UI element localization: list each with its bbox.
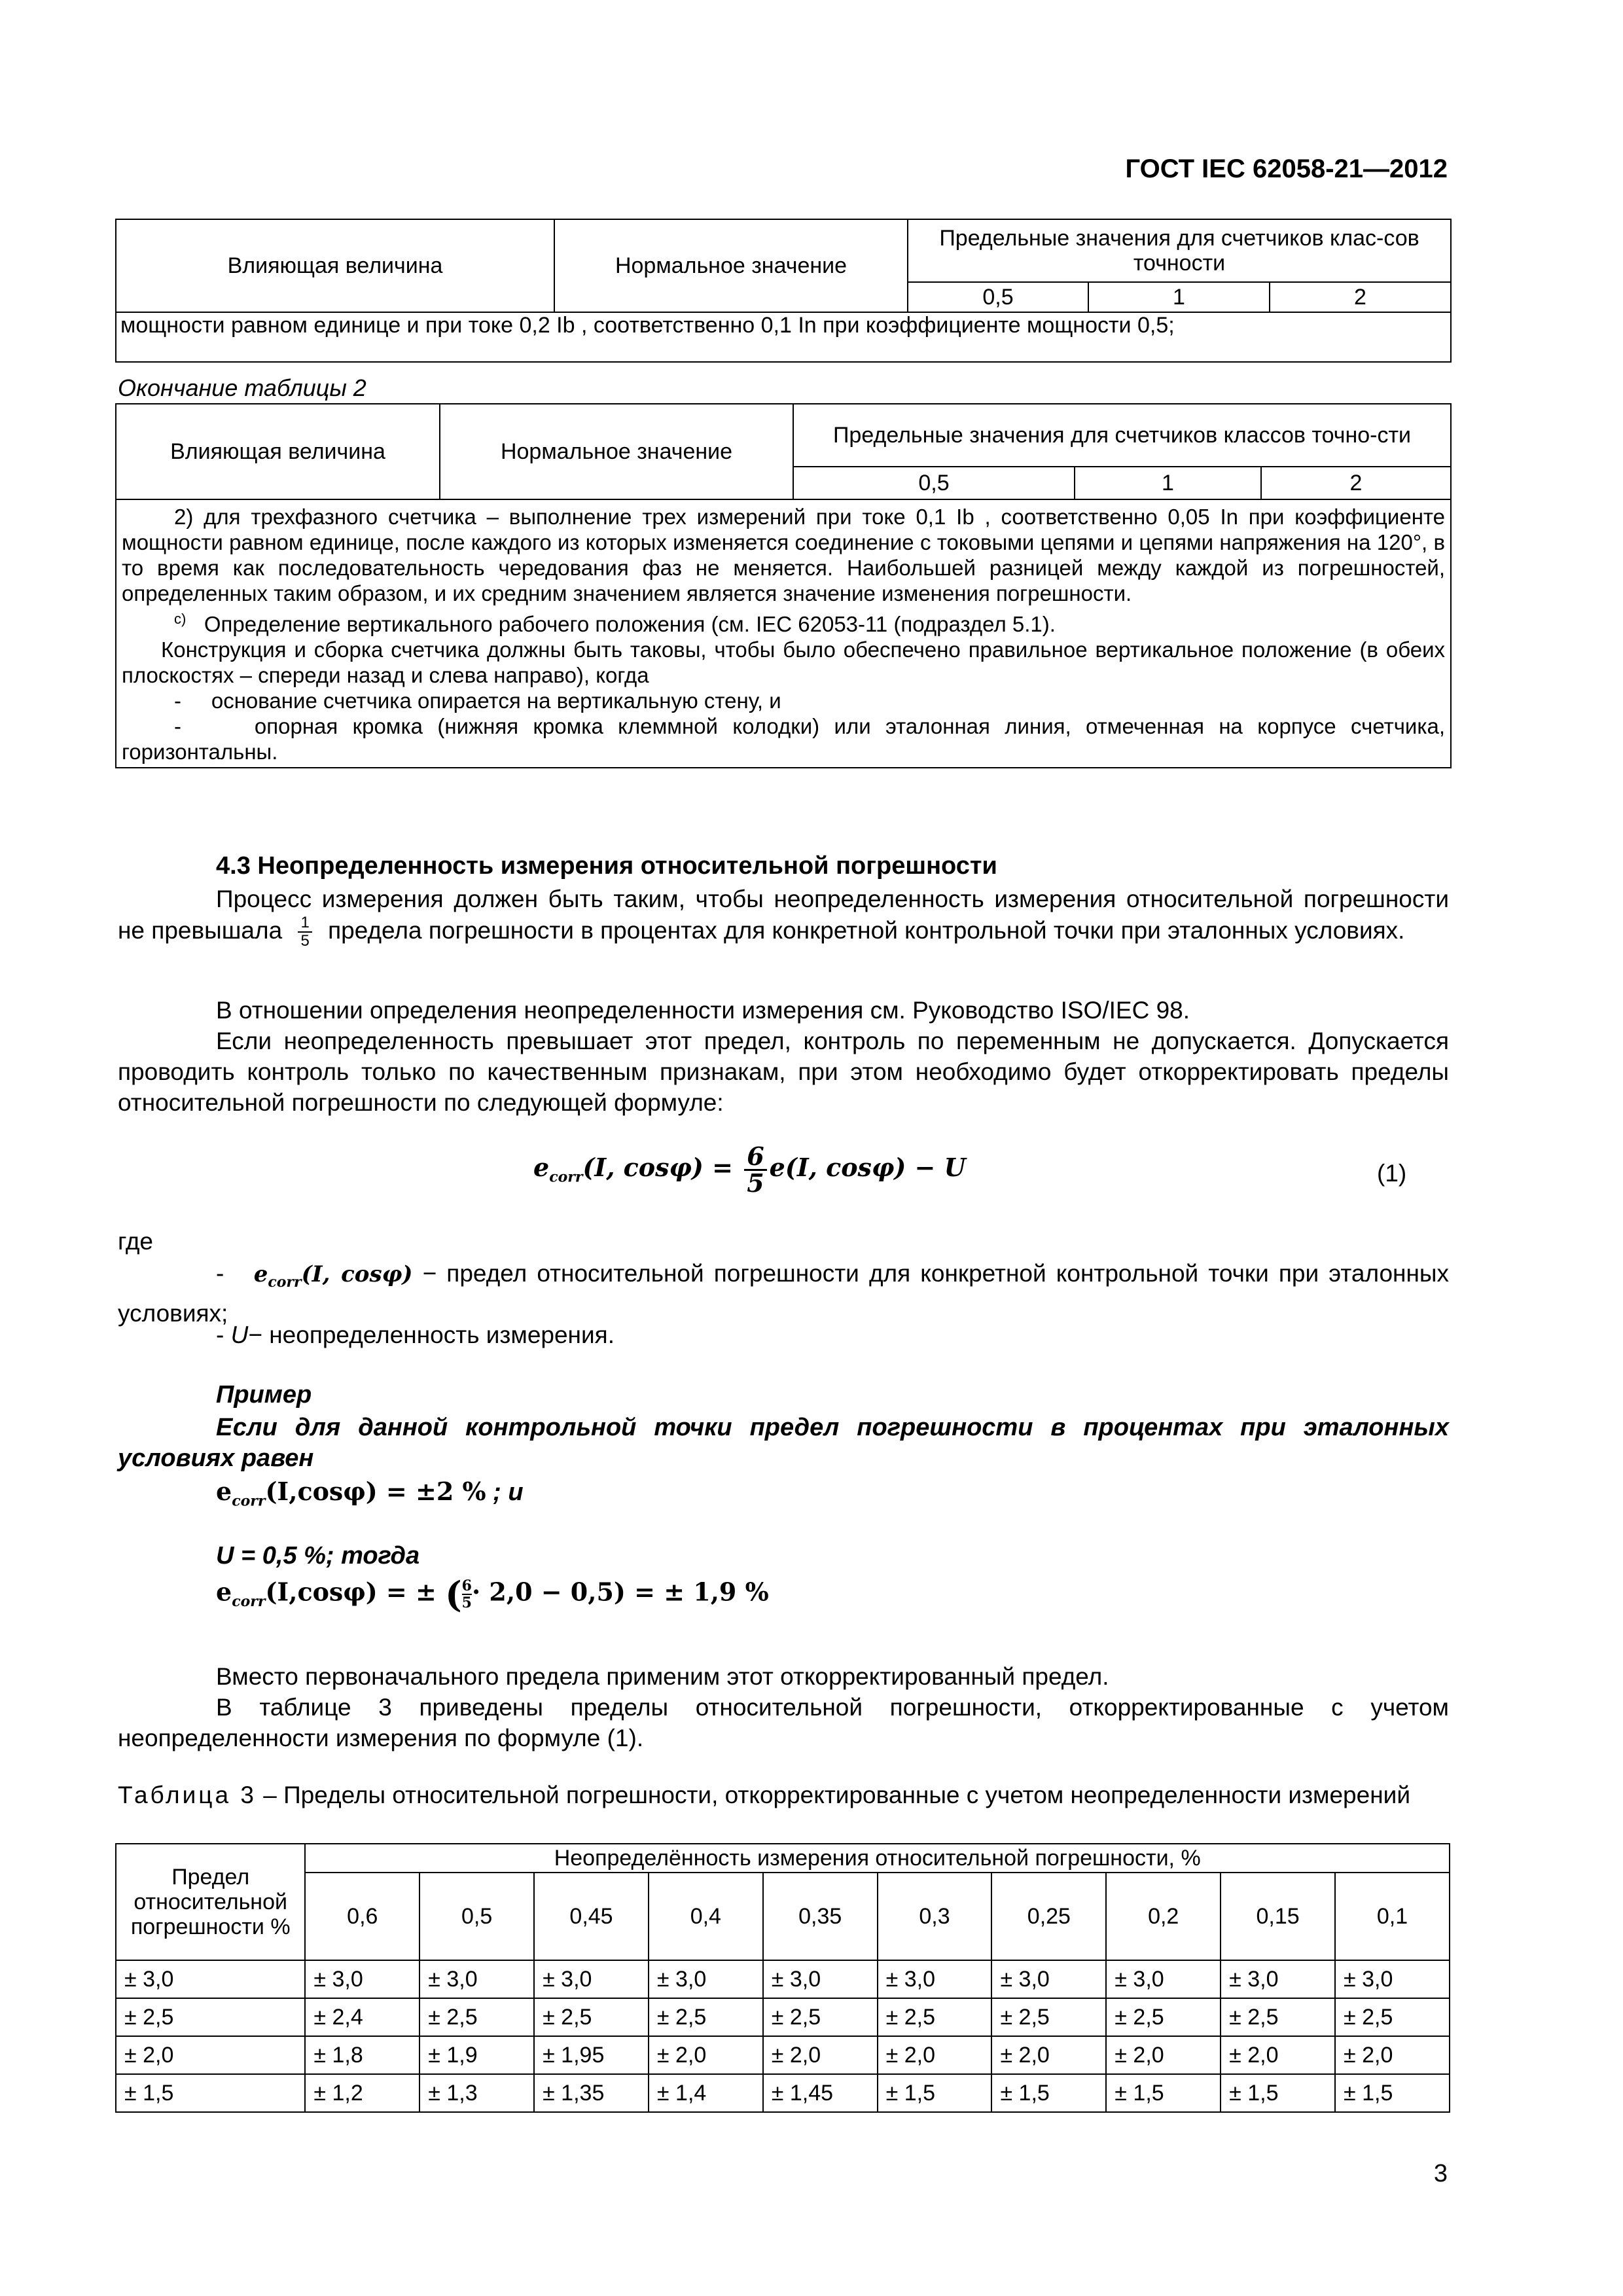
formula-subscript: corr [232,1492,266,1510]
note-c [122,606,1445,637]
note-c-mark: c) [174,611,187,627]
page-number: 3 [1433,2160,1448,2187]
definition-subscript: corr [268,1273,302,1291]
definition-text: − предел относительной погрешности для конкретной контрольной точки при эталонных условиях; [118,1260,1449,1327]
definition-args: (I, cosφ) [301,1261,413,1287]
paragraph-exceed: Если неопределенность превышает этот предел, контроль по переменным не допускается. Допускается проводить контроль только по качественным признакам, при этом необходимо будет откорректировать пределы относительной погрешности по следующей формуле: [118,1028,1449,1116]
table-row [116,1998,1450,2036]
uncertainty-header: 0,1 [1335,1873,1450,1960]
limit-cell: ± 1,5 [116,2074,305,2112]
formula-rest: · 2,0 − 0,5) = ± 1,9 % [471,1577,769,1607]
uncertainty-header: 0,35 [763,1873,878,1960]
col-header-limits: Предельные значения для счетчиков клас-сов точности [908,219,1451,282]
bullet-item [122,713,1445,764]
paragraph-process [118,884,1449,950]
definition-u [216,1319,1449,1350]
formula-fraction [744,1141,766,1198]
formula-rest: (I,cosφ) = ±2 % [265,1477,486,1506]
corrected-limit-cell: ± 2,0 [1106,2036,1221,2074]
definition-text: − неопределенность измерения. [248,1321,615,1348]
corrected-limit-cell: ± 3,0 [878,1960,992,1998]
class-header: 0,5 [908,282,1088,312]
corrected-limit-cell: ± 2,0 [763,2036,878,2074]
table2 [115,403,1452,768]
uncertainty-header: 0,15 [1221,1873,1335,1960]
class-header: 0,5 [793,467,1075,499]
corrected-limit-cell: ± 3,0 [1221,1960,1335,1998]
uncertainty-header: 0,45 [534,1873,649,1960]
corrected-limit-cell: ± 2,0 [1335,2036,1450,2074]
formula-symbol: e [216,1477,232,1506]
bullet-text: опорная кромка (нижняя кромка клеммной колодки) или эталонная линия, отмеченная на корпусе счетчика, горизонтальны. [122,714,1446,764]
table3-caption-text: – Пределы относительной погрешности, откорректированные с учетом неопределенности измерений [256,1782,1410,1808]
table-top-continuation [115,219,1452,363]
document-id: ГОСТ IEC 62058-21—2012 [1125,154,1448,183]
example-text: Если для данной контрольной точки предел погрешности в процентах при эталонных условиях равен [118,1414,1449,1472]
corrected-limit-cell: ± 2,4 [305,1998,419,2036]
table2-notes [116,499,1451,768]
bullet-mark: - [174,714,181,738]
corrected-limit-cell: ± 2,0 [878,2036,992,2074]
class-header: 2 [1270,282,1451,312]
corrected-limit-cell: ± 2,5 [1106,1998,1221,2036]
col-header-influence: Влияющая величина [116,404,440,499]
corrected-limit-cell: ± 1,45 [763,2074,878,2112]
corrected-limit-cell: ± 2,5 [1221,1998,1335,2036]
corrected-limit-cell: ± 2,5 [1335,1998,1450,2036]
example-u: U = 0,5 %; тогда [216,1542,420,1570]
note-construction: Конструкция и сборка счетчика должны быть таковы, чтобы было обеспечено правильное вертикальное положение (в обеих плоскостях – спереди назад и слева направо), когда [122,637,1446,687]
corrected-limit-cell: ± 1,5 [878,2074,992,2112]
fraction-numerator: 6 [461,1577,472,1594]
corrected-limit-cell: ± 3,0 [649,1960,763,1998]
example-and: ; и [486,1479,524,1506]
fraction-numerator: 1 [298,914,312,933]
uncertainty-header: 0,3 [878,1873,992,1960]
uncertainty-header: 0,4 [649,1873,763,1960]
definition-mark: - [216,1260,224,1287]
corrected-limit-cell: ± 3,0 [305,1960,419,1998]
corrected-limit-cell: ± 1,3 [419,2074,534,2112]
fraction-denominator: 5 [461,1594,472,1611]
corrected-limit-cell: ± 1,2 [305,2074,419,2112]
bullet-mark: - [174,689,181,713]
corrected-limit-cell: ± 3,0 [534,1960,649,1998]
note-c-text: Определение вертикального рабочего положения (см. IEC 62053-11 (подраздел 5.1). [204,612,1056,636]
formula-right: e(I, cosφ) − U [769,1153,966,1182]
corrected-limit-cell: ± 3,0 [763,1960,878,1998]
formula-number: (1) [1377,1160,1407,1187]
table3 [115,1843,1450,2113]
formula-symbol: e [216,1577,232,1607]
uncertainty-header: 0,25 [991,1873,1106,1960]
section-heading: 4.3 Неопределенность измерения относительной погрешности [216,852,997,880]
corrected-limit-cell: ± 2,0 [1221,2036,1335,2074]
corrected-limit-cell: ± 1,35 [534,2074,649,2112]
corrected-limit-cell: ± 2,5 [878,1998,992,2036]
formula-args: (I, cosφ) = [582,1153,733,1182]
formula-mid: (I,cosφ) = ± [265,1577,437,1607]
formula-1 [533,1141,966,1198]
corrected-limit-cell: ± 2,0 [649,2036,763,2074]
example-formula-1 [216,1477,524,1510]
limit-cell: ± 2,0 [116,2036,305,2074]
fraction-numerator: 6 [744,1144,766,1171]
definition-ecorr [118,1258,1449,1329]
formula-fraction [462,1578,472,1611]
definition-symbol: e [253,1261,268,1287]
paragraph-instead: Вместо первоначального предела применим этот откорректированный предел. [216,1663,1109,1690]
limit-cell: ± 2,5 [116,1998,305,2036]
bullet-item [122,688,1445,713]
fraction-denominator: 5 [747,1168,764,1198]
uncertainty-header: 0,5 [419,1873,534,1960]
corrected-limit-cell: ± 2,5 [763,1998,878,2036]
class-header: 1 [1088,282,1270,312]
class-header: 1 [1075,467,1261,499]
continuation-row: мощности равном единице и при токе 0,2 Ib , соответственно 0,1 In при коэффициенте мощности 0,5; [116,312,1451,362]
table3-head-top: Неопределённость измерения относительной погрешности, % [305,1844,1450,1873]
fraction [298,914,312,950]
corrected-limit-cell: ± 1,5 [991,2074,1106,2112]
formula-symbol: e [533,1153,550,1182]
corrected-limit-cell: ± 3,0 [1106,1960,1221,1998]
table-row [116,2074,1450,2112]
fraction-denominator: 5 [300,932,310,950]
paragraph-reference: В отношении определения неопределенности измерения см. Руководство ISO/IEC 98. [216,997,1190,1024]
table-row [116,2036,1450,2074]
corrected-limit-cell: ± 2,5 [419,1998,534,2036]
example-formula-2 [216,1573,769,1615]
corrected-limit-cell: ± 1,95 [534,2036,649,2074]
paragraph-text: Процесс измерения должен быть таким, чтобы неопределенность измерения относительной погрешности не превышала [118,886,1449,944]
definition-mark: - [216,1321,231,1348]
uncertainty-header: 0,2 [1106,1873,1221,1960]
corrected-limit-cell: ± 2,0 [991,2036,1106,2074]
open-paren: ( [445,1573,462,1615]
col-header-limits: Предельные значения для счетчиков классов точно-сти [793,404,1451,467]
col-header-influence: Влияющая величина [116,219,554,312]
formula-subscript: corr [232,1593,266,1611]
col-header-normal: Нормальное значение [554,219,908,312]
paragraph-text: предела погрешности в процентах для конкретной контрольной точки при эталонных условиях. [328,916,1405,944]
uncertainty-header: 0,6 [305,1873,419,1960]
table3-caption-label: Таблица 3 [118,1782,257,1808]
table3-head-left: Предел относительной погрешности % [116,1844,305,1960]
table-row [116,1960,1450,1998]
corrected-limit-cell: ± 3,0 [419,1960,534,1998]
corrected-limit-cell: ± 1,8 [305,2036,419,2074]
corrected-limit-cell: ± 1,5 [1221,2074,1335,2112]
formula-subscript: corr [549,1168,583,1186]
definition-symbol: U [230,1321,249,1348]
corrected-limit-cell: ± 1,5 [1335,2074,1450,2112]
corrected-limit-cell: ± 2,5 [991,1998,1106,2036]
where-label: где [118,1228,154,1255]
corrected-limit-cell: ± 3,0 [991,1960,1106,1998]
corrected-limit-cell: ± 3,0 [1335,1960,1450,1998]
paragraph-table3-intro: В таблице 3 приведены пределы относительной погрешности, откорректированные с учетом неопределенности измерения по формуле (1). [118,1694,1449,1751]
bullet-text: основание счетчика опирается на вертикальную стену, и [211,689,781,713]
corrected-limit-cell: ± 1,5 [1106,2074,1221,2112]
table2-caption: Окончание таблицы 2 [118,374,366,401]
col-header-normal: Нормальное значение [440,404,793,499]
class-header: 2 [1261,467,1451,499]
example-title: Пример [216,1381,312,1408]
corrected-limit-cell: ± 1,9 [419,2036,534,2074]
limit-cell: ± 3,0 [116,1960,305,1998]
corrected-limit-cell: ± 2,5 [534,1998,649,2036]
corrected-limit-cell: ± 1,4 [649,2074,763,2112]
table3-caption [118,1782,1449,1809]
corrected-limit-cell: ± 2,5 [649,1998,763,2036]
note-three-phase: 2) для трехфазного счетчика – выполнение трех измерений при токе 0,1 Ib , соответственно 0,05 In при коэффициенте мощности равном единице, после каждого из которых изменяется соединение с токовыми цепями и цепями напряжения на 120°, в то время как последовательность чередования фаз не меняется. Наибольшей разницей между каждой из погрешностей, определенных таким образом, и их средним значением является значение изменения погрешности. [122,505,1446,605]
